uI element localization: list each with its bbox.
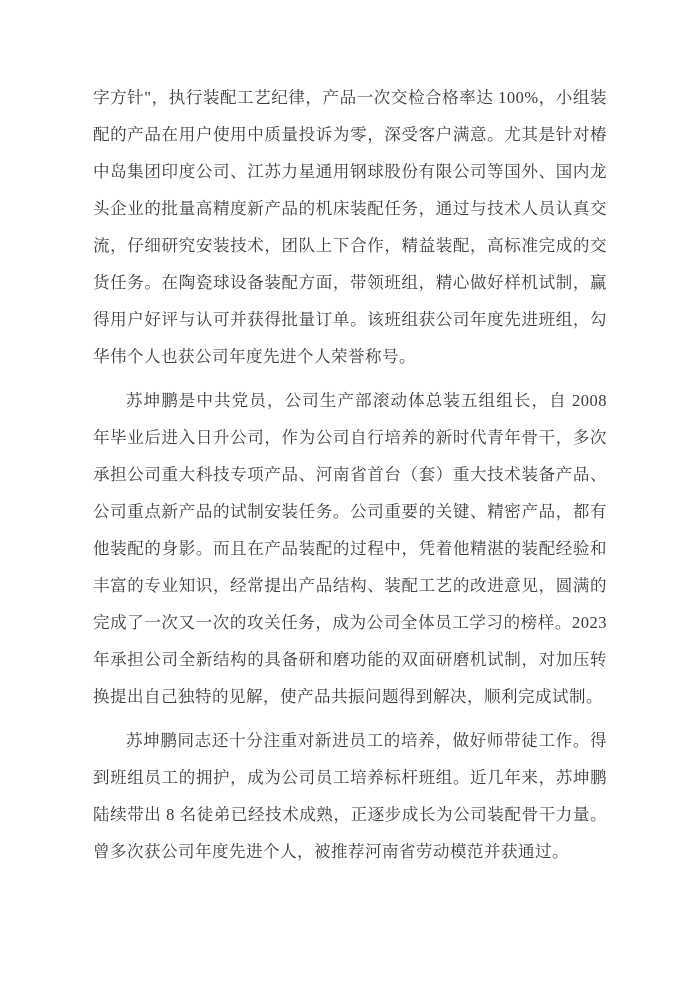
text-line: 陆续带出 8 名徒弟已经技术成熟，正逐步成长为公司装配骨干力量。 xyxy=(93,805,607,824)
text-line: 得用户好评与认可并获得批量订单。该班组获公司年度先进班组，勾 xyxy=(93,310,607,329)
text-line: 年承担公司全新结构的具备研和磨功能的双面研磨机试制，对加压转 xyxy=(93,650,607,669)
text-line: 年毕业后进入日升公司，作为公司自行培养的新时代青年骨干，多次 xyxy=(93,428,607,447)
paragraph-1 xyxy=(93,79,607,375)
text-line: 华伟个人也获公司年度先进个人荣誉称号。 xyxy=(93,347,416,366)
text-line: 到班组员工的拥护，成为公司员工培养标杆班组。近几年来，苏坤鹏 xyxy=(93,768,607,787)
document-text-block xyxy=(93,79,607,870)
text-line: 承担公司重大科技专项产品、河南省首台（套）重大技术装备产品、 xyxy=(93,465,607,484)
text-line: 公司重点新产品的试制安装任务。公司重要的关键、精密产品，都有 xyxy=(93,502,607,521)
paragraph-2 xyxy=(93,382,607,715)
text-line: 丰富的专业知识，经常提出产品结构、装配工艺的改进意见，圆满的 xyxy=(93,576,607,595)
text-line: 完成了一次又一次的攻关任务，成为公司全体员工学习的榜样。2023 xyxy=(93,613,607,632)
text-line: 货任务。在陶瓷球设备装配方面，带领班组，精心做好样机试制，赢 xyxy=(93,273,607,292)
text-line: 他装配的身影。而且在产品装配的过程中，凭着他精湛的装配经验和 xyxy=(93,539,607,558)
paragraph-3 xyxy=(93,722,607,870)
text-line: 流，仔细研究安装技术，团队上下合作，精益装配，高标准完成的交 xyxy=(93,236,607,255)
text-line: 换提出自己独特的见解，使产品共振问题得到解决，顺利完成试制。 xyxy=(93,687,603,706)
text-line: 中岛集团印度公司、江苏力星通用钢球股份有限公司等国外、国内龙 xyxy=(93,162,607,181)
text-line: 苏坤鹏同志还十分注重对新进员工的培养，做好师带徒工作。得 xyxy=(126,731,607,750)
text-line: 配的产品在用户使用中质量投诉为零，深受客户满意。尤其是针对椿 xyxy=(93,125,607,144)
text-line: 曾多次获公司年度先进个人，被推荐河南省劳动模范并获通过。 xyxy=(93,842,569,861)
text-line: 字方针"，执行装配工艺纪律，产品一次交检合格率达 100%，小组装 xyxy=(93,88,607,107)
text-line: 头企业的批量高精度新产品的机床装配任务，通过与技术人员认真交 xyxy=(93,199,607,218)
text-line: 苏坤鹏是中共党员，公司生产部滚动体总装五组组长，自 2008 xyxy=(126,391,607,410)
